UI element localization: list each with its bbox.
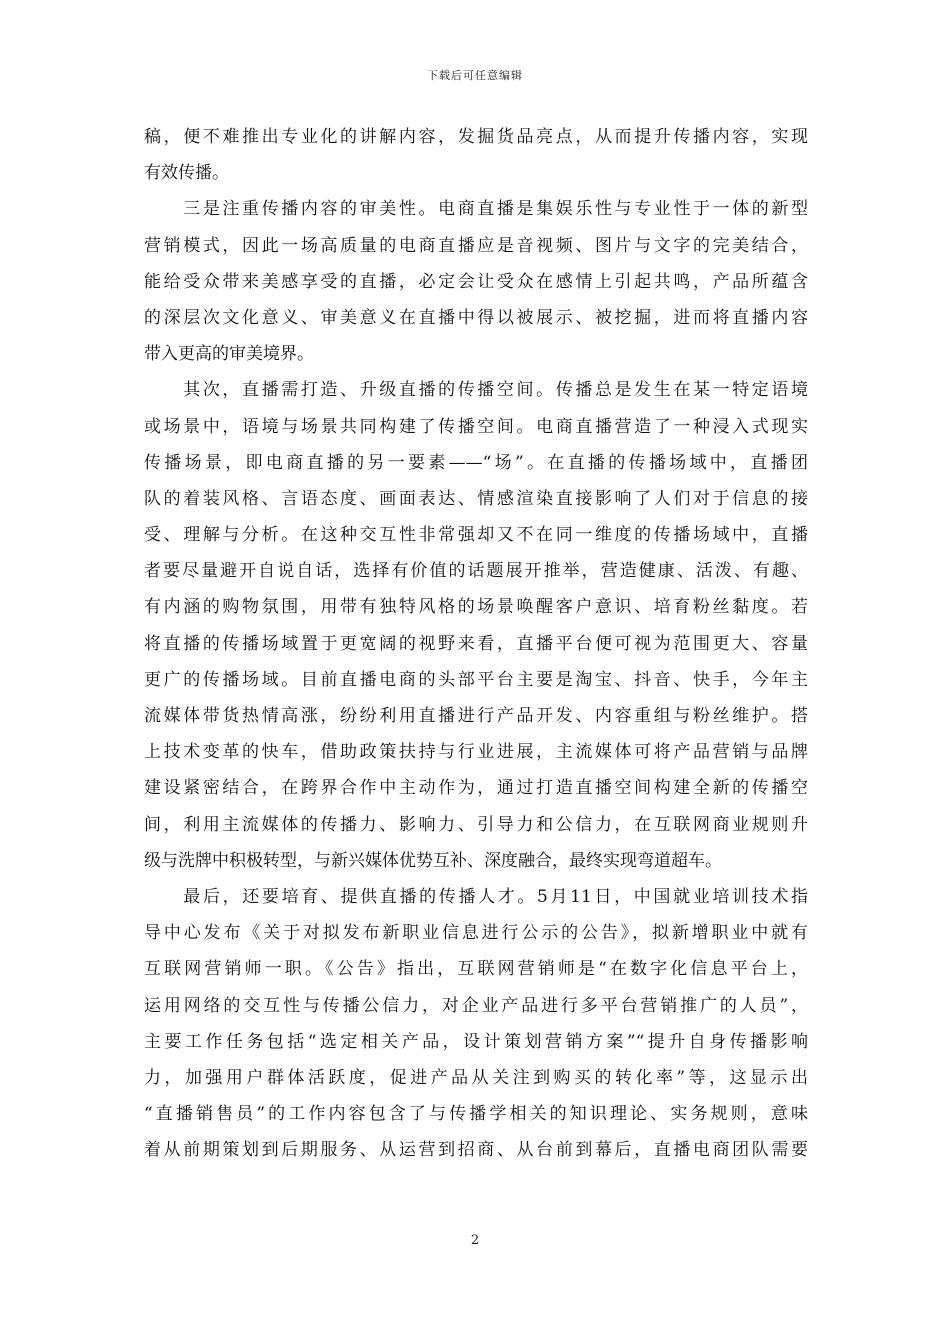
text-line: 有效传播。 <box>144 163 229 184</box>
text-line: 其次，直播需打造、升级直播的传播空间。传播总是发生在某一特定语境 <box>144 380 808 401</box>
text-line: 受、理解与分析。在这种交互性非常强却又不在同一维度的传播场域中，直播 <box>144 525 808 546</box>
text-line: 运用网络的交互性与传播公信力，对企业产品进行多平台营销推广的人员”， <box>144 995 808 1016</box>
body-text <box>144 119 808 1168</box>
text-line: 者要尽量避开自说自话，选择有价值的话题展开推举，营造健康、活泼、有趣、 <box>144 561 808 582</box>
text-line: 能给受众带来美感享受的直播，必定会让受众在感情上引起共鸣，产品所蕴含 <box>144 271 808 292</box>
text-line: 的深层次文化意义、审美意义在直播中得以被展示、被挖掘，进而将直播内容 <box>144 307 808 328</box>
text-line: 主要工作任务包括“选定相关产品，设计策划营销方案”“提升自身传播影响 <box>144 1031 808 1052</box>
text-line: 带入更高的审美境界。 <box>144 344 314 365</box>
text-line: 间，利用主流媒体的传播力、影响力、引导力和公信力，在互联网商业规则升 <box>144 814 808 835</box>
text-line: 建设紧密结合，在跨界合作中主动作为，通过打造直播空间构建全新的传播空 <box>144 778 808 799</box>
text-line: 稿，便不难推出专业化的讲解内容，发掘货品亮点，从而提升传播内容，实现 <box>144 127 808 147</box>
text-line: 级与洗牌中积极转型，与新兴媒体优势互补、深度融合，最终实现弯道超车。 <box>144 850 722 871</box>
text-line: 或场景中，语境与场景共同构建了传播空间。电商直播营造了一种浸入式现实 <box>144 416 808 437</box>
text-line: 队的着装风格、言语态度、画面表达、情感渲染直接影响了人们对于信息的接 <box>144 488 808 509</box>
text-line: 互联网营销师一职。《公告》指出，互联网营销师是“在数字化信息平台上， <box>144 959 808 980</box>
text-line: 有内涵的购物氛围，用带有独特风格的场景唤醒客户意识、培育粉丝黏度。若 <box>144 597 808 618</box>
page-number: 2 <box>470 1233 480 1248</box>
text-line: 营销模式，因此一场高质量的电商直播应是音视频、图片与文字的完美结合， <box>144 235 808 256</box>
text-line: 更广的传播场域。目前直播电商的头部平台主要是淘宝、抖音、快手，今年主 <box>144 669 808 690</box>
text-line: 三是注重传播内容的审美性。电商直播是集娱乐性与专业性于一体的新型 <box>144 199 808 220</box>
text-line: 力，加强用户群体活跃度，促进产品从关注到购买的转化率”等，这显示出 <box>144 1067 808 1088</box>
text-line: “直播销售员”的工作内容包含了与传播学相关的知识理论、实务规则，意味 <box>144 1104 808 1125</box>
text-line: 传播场景，即电商直播的另一要素——“场”。在直播的传播场域中，直播团 <box>144 452 808 473</box>
text-line: 最后，还要培育、提供直播的传播人才。5月11日，中国就业培训技术指 <box>144 886 808 907</box>
text-line: 将直播的传播场域置于更宽阔的视野来看，直播平台便可视为范围更大、容量 <box>144 633 808 654</box>
text-line: 导中心发布《关于对拟发布新职业信息进行公示的公告》，拟新增职业中就有 <box>144 923 808 944</box>
text-line: 流媒体带货热情高涨，纷纷利用直播进行产品开发、内容重组与粉丝维护。搭 <box>144 706 808 726</box>
page-header: 下载后可任意编辑 <box>427 69 523 82</box>
text-line: 着从前期策划到后期服务、从运营到招商、从台前到幕后，直播电商团队需要 <box>144 1140 808 1161</box>
text-line: 上技术变革的快车，借助政策扶持与行业进展，主流媒体可将产品营销与品牌 <box>144 742 808 763</box>
